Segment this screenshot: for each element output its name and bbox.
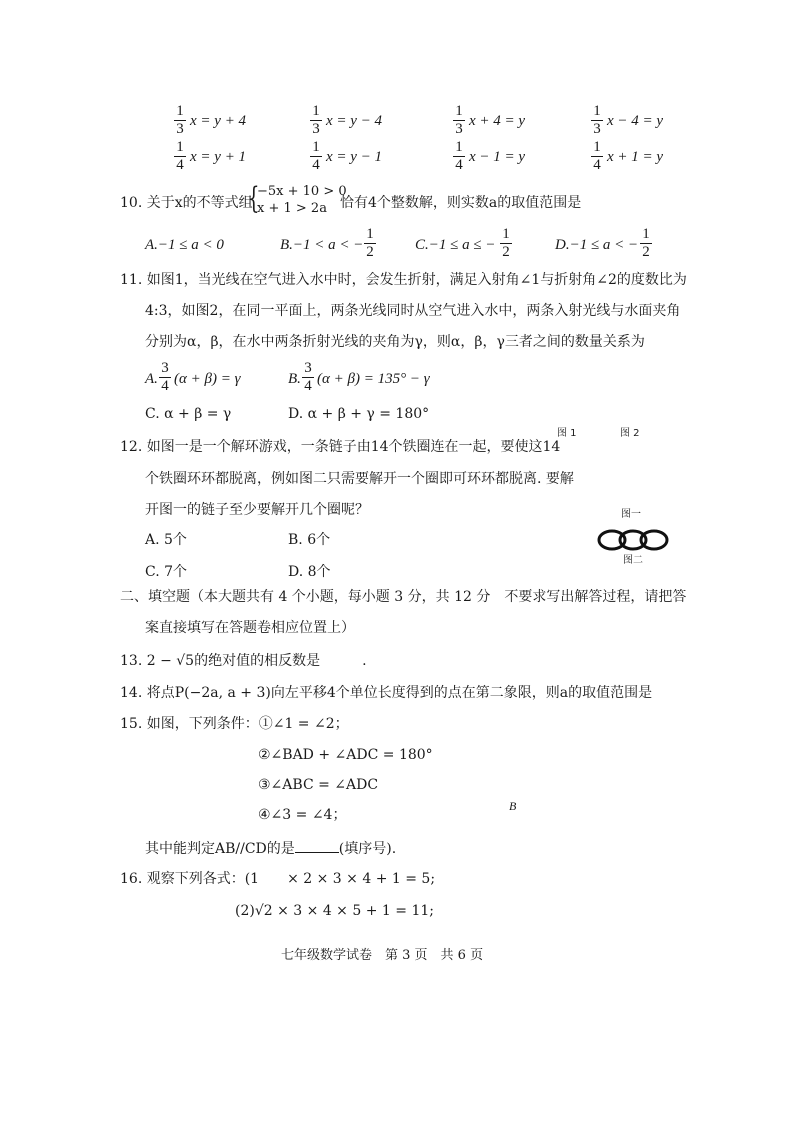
q15-conclusion: 其中能判定AB//CD的是 (填序号). [145,838,396,858]
equation-text: x − 1 = y [469,149,526,165]
fraction: $\frac{1}{4}$ [174,140,186,173]
q12-option-d: D. 8个 [288,564,331,580]
figure-2-caption: 图 2 [620,428,640,439]
q15-condition-2: ②∠BAD + ∠ADC = 180° [258,747,433,763]
q12-line-2: 个铁圈环环都脱离，例如图二只需要解开一个圈即可环环都脱离. 要解 [145,471,574,487]
fraction: $\frac{1}{2}$ [640,227,652,260]
equation-text: x + 4 = y [469,113,526,129]
q16-line-2: (2)√2 × 3 × 4 × 5 + 1 = 11; [235,903,434,919]
q11-option-c: C. α + β = γ [145,406,232,422]
figure-point-b-label: B [509,799,517,813]
q12-line-1: 12. 如图一是一个解环游戏，一条链子由14个铁圈连在一起，要使这14 [120,439,561,455]
q12-line-3: 开图一的链子至少要解开几个圈呢？ [145,502,369,518]
q15-condition-4: ④∠3 = ∠4； [258,807,347,823]
q11-option-d: D. α + β + γ = 180° [288,406,430,422]
q11-line-2: 4:3，如图2，在同一平面上，两条光线同时从空气进入水中，两条入射光线与水面夹角 [145,303,681,319]
equation-text: x = y + 4 [190,113,247,129]
fraction: $\frac{1}{2}$ [364,227,376,260]
q10-lead: 10. 关于x的不等式组 [120,195,253,211]
q10-system-line-2: x + 1 > 2a [257,201,327,216]
figure-1-caption: 图 1 [557,428,577,439]
q11-line-1: 11. 如图1，当光线在空气进入水中时，会发生折射，满足入射角∠1与折射角∠2的度数比为 [120,272,687,288]
fraction: $\frac{1}{3}$ [453,104,465,137]
question-13: 13. 2 − √5的绝对值的相反数是 . [120,653,367,669]
equation-text: x = y − 1 [326,149,383,165]
fraction: $\frac{1}{3}$ [310,104,322,137]
q15-condition-3: ③∠ABC = ∠ADC [258,777,379,793]
fraction: $\frac{1}{4}$ [591,140,603,173]
three-rings-figure [597,527,669,553]
q11-option-b: (α + β) = 135° − γ [317,371,430,387]
equation-text: x = y − 4 [326,113,383,129]
system-brace: { [248,181,260,216]
equation-text: x − 4 = y [607,113,664,129]
equation-text: x = y + 1 [190,149,247,165]
q12-option-c: C. 7个 [145,564,188,580]
fraction: $\frac{1}{4}$ [453,140,465,173]
q10-tail: 恰有4个整数解，则实数a的取值范围是 [340,195,582,211]
q10-system-line-1: −5x + 10 > 0 [257,184,347,199]
question-14: 14. 将点P(−2a, a + 3)向左平移4个单位长度得到的点在第二象限，则a的取值范围是 [120,685,653,701]
q11-option-b-label: B. [288,371,301,387]
figure-two-caption: 图二 [623,551,643,566]
page-footer: 七年级数学试卷 第 3 页 共 6 页 [281,948,484,963]
q11-line-3: 分别为α，β，在水中两条折射光线的夹角为γ，则α，β，γ三者之间的数量关系为 [145,334,645,350]
fraction: $\frac{1}{2}$ [500,227,512,260]
q10-option-c: C.−1 ≤ a ≤ − [415,237,496,253]
section-2-line-2: 案直接填写在答题卷相应位置上） [145,620,355,636]
q10-option-a: A.−1 ≤ a < 0 [145,237,224,253]
q12-option-a: A. 5个 [145,532,187,548]
fraction: $\frac{3}{4}$ [302,361,314,394]
figure-one-caption: 图一 [621,509,641,520]
fraction: $\frac{1}{3}$ [591,104,603,137]
q15-line-1: 15. 如图，下列条件：①∠1 = ∠2； [120,716,349,732]
q16-line-1: 16. 观察下列各式：(1 × 2 × 3 × 4 + 1 = 5; [120,871,436,887]
q10-option-b: B.−1 < a < − [280,237,364,253]
section-2-line-1: 二、填空题（本大题共有 4 个小题，每小题 3 分，共 12 分 不要求写出解答过程，请把答 [120,589,687,605]
q11-option-a-label: A. [145,371,158,387]
q10-option-d: D.−1 ≤ a < − [555,237,639,253]
fraction: $\frac{1}{4}$ [310,140,322,173]
equation-text: x + 1 = y [607,149,664,165]
q11-option-a: (α + β) = γ [174,371,241,387]
fraction: $\frac{3}{4}$ [159,361,171,394]
q12-option-b: B. 6个 [288,532,331,548]
answer-blank [295,838,339,853]
fraction: $\frac{1}{3}$ [174,104,186,137]
